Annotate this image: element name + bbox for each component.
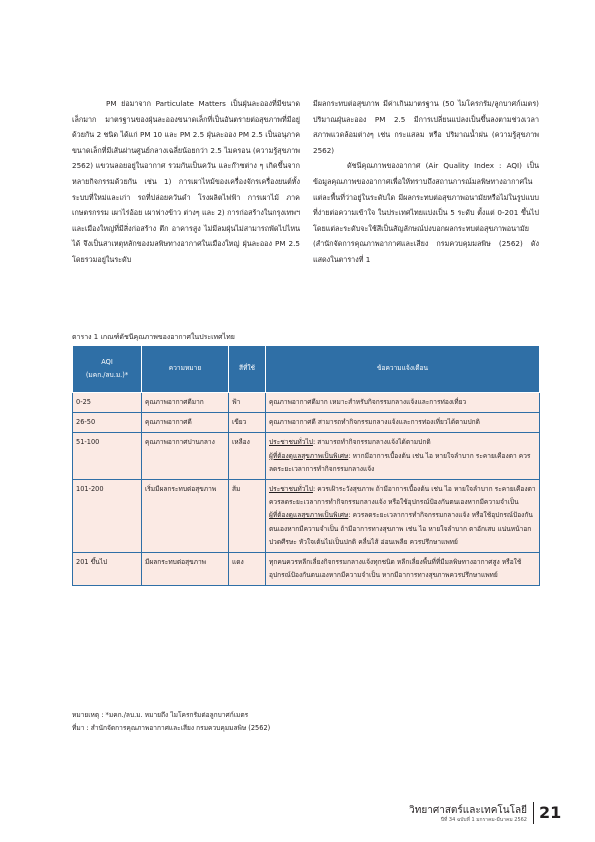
right-column xyxy=(313,96,539,268)
left-paragraph: PM ย่อมาจาก Particulate Matters เป็นฝุ่นละอองที่มีขนาดเล็กมาก มาตรฐานของฝุ่นละอองขนาดเล็กที่เป็นอันตรายต่อสุขภาพที่มีอยู่ด้วยกัน 2 ชนิด ได้แก่ PM 10 และ PM 2.5 ฝุ่นละออง PM 2.5 เป็นอนุภาคขนาดเล็กที่มีเส้นผ่านศูนย์กลางเฉลี่ยน้อยกว่า 2.5 ไมครอน (ความรู้สุขภาพ 2562) แขวนลอยอยู่ในอากาศ รวมกันเป็นควัน และก๊าซต่าง ๆ เกิดขึ้นจากหลายกิจกรรมด้วยกัน เช่น 1) การเผาไหม้ของเครื่องจักรเครื่องยนต์ทั้งระบบที่ใหม่และเก่า รถที่ปล่อยควันดำ โรงผลิตไฟฟ้า การเผาไม้ ภาคเกษตรกรรม เผาไร่อ้อย เผาฟางข้าว ต่างๆ และ 2) การก่อสร้างในกรุงเทพฯ และเมืองใหญ่ที่มีสิ่งก่อสร้าง ตึก อาคารสูง ไม่มีลมฝุ่นไม่สามารถพัดไปไหนได้ จึงเป็นสาเหตุหลักของมลพิษทางอากาศในเมืองใหญ่ ฝุ่นละออง PM 2.5 โดยรวมอยู่ในระดับ xyxy=(72,99,300,264)
warning-sensitive: : ควรลดระยะเวลาการทำกิจกรรมกลางแจ้ง หรือใช้อุปกรณ์ป้องกันตนเองหากมีความจำเป็น ถ้ามีอาการทางสุขภาพ เช่น ไอ หายใจลำบาก ตาอักเสบ แน่นหน้าอก ปวดศีรษะ หัวใจเต้นไม่เป็นปกติ คลื่นไส้ อ่อนเพลีย ควรปรึกษาแพทย์ xyxy=(269,511,533,546)
sensitive-group-label: ผู้ที่ต้องดูแลสุขภาพเป็นพิเศษ xyxy=(269,451,349,460)
cell-warning xyxy=(266,433,540,480)
table-header-row xyxy=(73,346,540,393)
warning-general: : สามารถทำกิจกรรมกลางแจ้งได้ตามปกติ xyxy=(312,438,431,447)
page-number: 21 xyxy=(539,803,562,822)
cell-meaning: คุณภาพอากาศดีมาก xyxy=(142,393,229,413)
aqi-table xyxy=(72,345,540,586)
journal-issue: ปีที่ 34 ฉบับที่ 1 มกราคม-มีนาคม 2562 xyxy=(440,817,527,823)
cell-warning xyxy=(266,393,540,413)
warning-general: คุณภาพอากาศดี สามารถทำกิจกรรมกลางแจ้งและการท่องเที่ยวได้ตามปกติ xyxy=(269,418,480,427)
table-row xyxy=(73,393,540,413)
cell-meaning: มีผลกระทบต่อสุขภาพ xyxy=(142,553,229,586)
cell-aqi: 51-100 xyxy=(73,433,142,480)
cell-aqi: 201 ขึ้นไป xyxy=(73,553,142,586)
cell-aqi: 26-50 xyxy=(73,413,142,433)
right-paragraph-2: ดัชนีคุณภาพของอากาศ (Air Quality Index : AQI) เป็นข้อมูลคุณภาพของอากาศเพื่อให้ทราบถึงสถานการณ์มลพิษทางอากาศในแต่ละพื้นที่ว่าอยู่ในระดับใด มีผลกระทบต่อสุขภาพอนามัยหรือไม่ในรูปแบบที่ง่ายต่อความเข้าใจ ในประเทศไทยแบ่งเป็น 5 ระดับ ตั้งแต่ 0-201 ขึ้นไป โดยแต่ละระดับจะใช้สีเป็นสัญลักษณ์บ่งบอกผลกระทบต่อสุขภาพอนามัย (สำนักจัดการคุณภาพอากาศและเสียง กรมควบคุมมลพิษ (2562) ดังแสดงในตารางที่ 1 xyxy=(313,161,539,264)
cell-color: ฟ้า xyxy=(229,393,266,413)
header-color: สีที่ใช้ xyxy=(229,346,266,393)
warning-general: : ควรเฝ้าระวังสุขภาพ ถ้ามีอาการเบื้องต้น เช่น ไอ หายใจลำบาก ระคายเคืองตา ควรลดระยะเวลาการทำกิจกรรมกลางแจ้ง หรือใช้อุปกรณ์ป้องกันตนเองหากมีความจำเป็น xyxy=(269,485,536,507)
warning-sensitive: : หากมีอาการเบื้องต้น เช่น ไอ หายใจลำบาก ระคายเคืองตา ควรลดระยะเวลาการทำกิจกรรมกลางแจ้ง xyxy=(269,451,531,473)
cell-color: ส้ม xyxy=(229,480,266,553)
table-remark: หมายเหตุ : *มคก./ลบ.ม. หมายถึง ไมโครกรัมต่อลูกบาศก์เมตร xyxy=(72,711,249,719)
cell-aqi: 0-25 xyxy=(73,393,142,413)
header-meaning: ความหมาย xyxy=(142,346,229,393)
general-public-label: ประชาชนทั่วไป xyxy=(269,438,313,447)
table-row xyxy=(73,480,540,553)
cell-warning xyxy=(266,413,540,433)
footer-divider xyxy=(533,802,534,824)
warning-general: คุณภาพอากาศดีมาก เหมาะสำหรับกิจกรรมกลางแจ้งและการท่องเที่ยว xyxy=(269,398,467,406)
table-row xyxy=(73,433,540,480)
table-notes xyxy=(72,709,270,735)
sensitive-group-label: ผู้ที่ต้องดูแลสุขภาพเป็นพิเศษ xyxy=(269,511,349,520)
cell-aqi: 101-200 xyxy=(73,480,142,553)
right-paragraph-1: มีผลกระทบต่อสุขภาพ มีค่าเกินมาตรฐาน (50 ไมโครกรัม/ลูกบาศก์เมตร) ปริมาณฝุ่นละออง PM 2.5 มีการเปลี่ยนแปลงเป็นขึ้นลงตามช่วงเวลา สภาพแวดล้อมต่างๆ เช่น กระแสลม หรือ ปริมาณน้ำฝน (ความรู้สุขภาพ 2562) xyxy=(313,99,539,155)
warning-general: ทุกคนควรหลีกเลี่ยงกิจกรรมกลางแจ้งทุกชนิด หลีกเลี่ยงพื้นที่ที่มีมลพิษทางอากาศสูง หรือใช้อุปกรณ์ป้องกันตนเองหากมีความจำเป็น หากมีอาการทางสุขภาพควรปรึกษาแพทย์ xyxy=(269,558,522,580)
cell-color: เขียว xyxy=(229,413,266,433)
table-caption: ตาราง 1 เกณฑ์ดัชนีคุณภาพของอากาศในประเทศไทย xyxy=(72,333,235,341)
journal-title: วิทยาศาสตร์และเทคโนโลยี xyxy=(409,805,527,816)
table-row xyxy=(73,413,540,433)
cell-meaning: คุณภาพอากาศดี xyxy=(142,413,229,433)
cell-meaning: คุณภาพอากาศปานกลาง xyxy=(142,433,229,480)
left-column xyxy=(72,96,300,268)
journal-footer xyxy=(409,805,527,824)
cell-warning xyxy=(266,553,540,586)
header-aqi: AQI (มคก./ลบ.ม.)* xyxy=(73,346,142,393)
cell-warning xyxy=(266,480,540,553)
cell-meaning: เริ่มมีผลกระทบต่อสุขภาพ xyxy=(142,480,229,553)
cell-color: เหลือง xyxy=(229,433,266,480)
header-warning: ข้อความแจ้งเตือน xyxy=(266,346,540,393)
cell-color: แดง xyxy=(229,553,266,586)
general-public-label: ประชาชนทั่วไป xyxy=(269,485,313,494)
table-row xyxy=(73,553,540,586)
table-source: ที่มา : สำนักจัดการคุณภาพอากาศและเสียง กรมควบคุมมลพิษ (2562) xyxy=(72,724,271,732)
